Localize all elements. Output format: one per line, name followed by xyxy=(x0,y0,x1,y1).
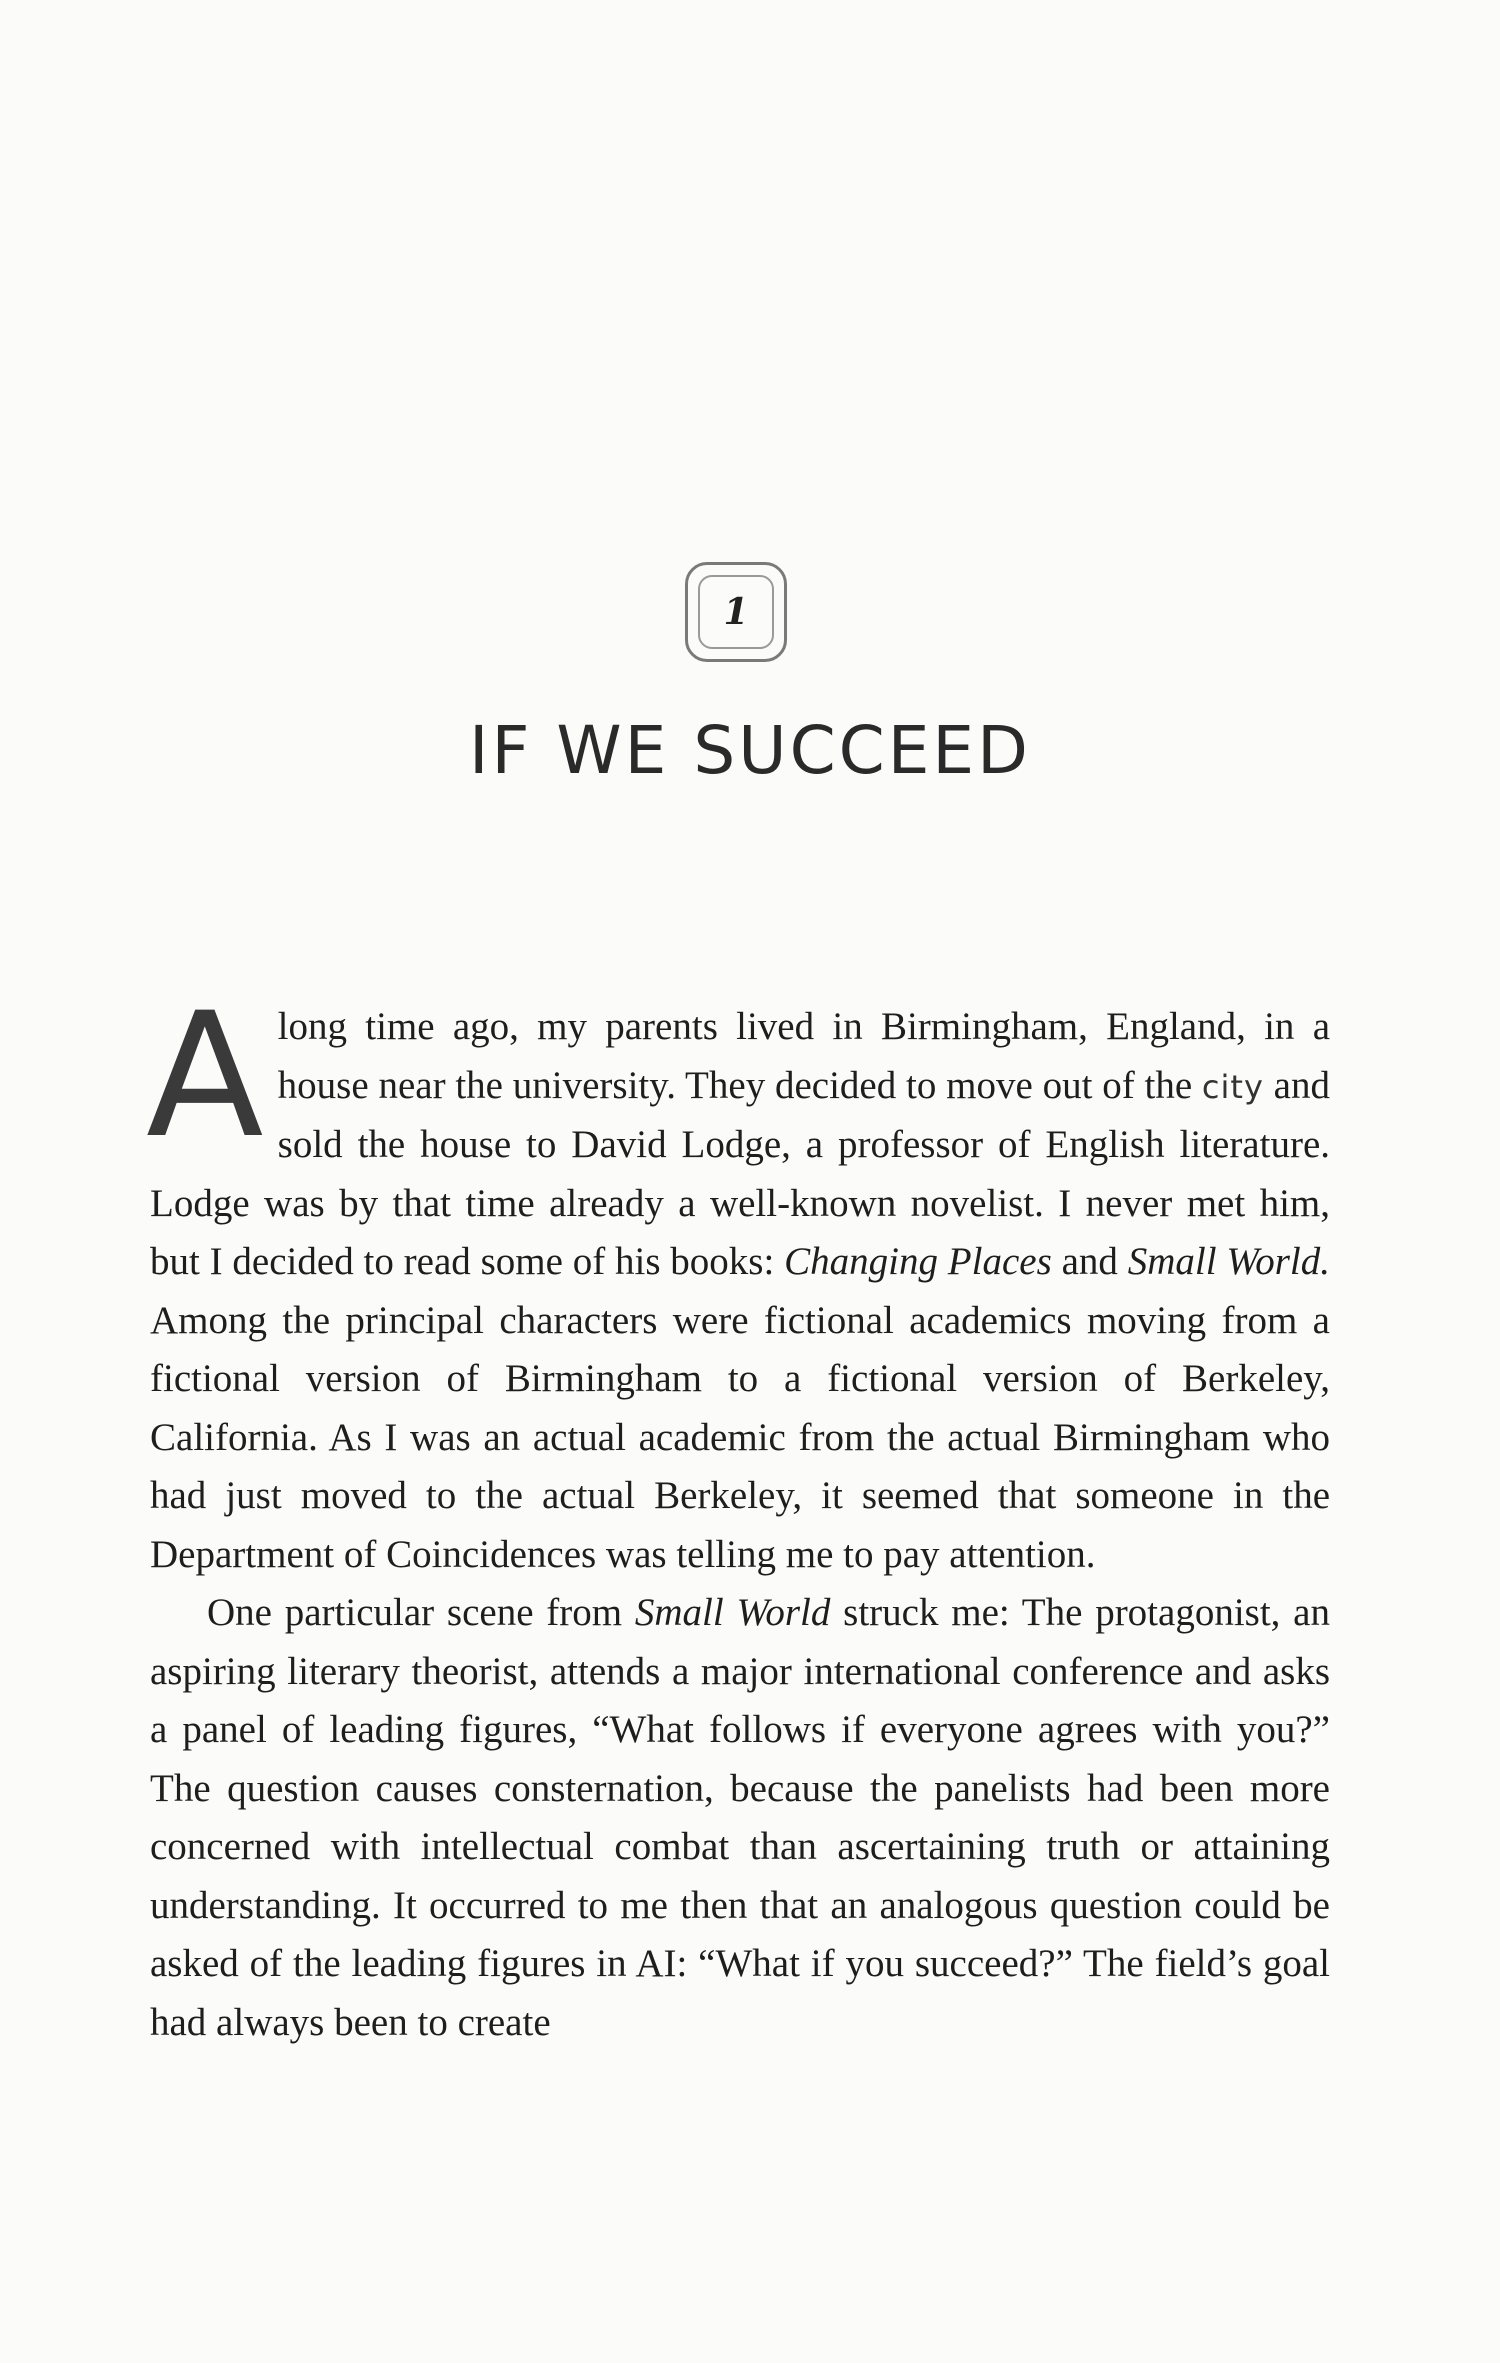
chapter-number-badge xyxy=(685,562,787,662)
paragraph-1-text: and xyxy=(1051,1240,1128,1283)
book-title: Small World xyxy=(634,1591,831,1634)
body-text xyxy=(146,975,1331,2052)
chapter-title: IF WE SUCCEED xyxy=(469,712,1031,789)
paragraph-1-text: long time ago, my parents lived in Birmingham, England, in a house near the university. They decided to move out of the xyxy=(277,1005,1330,1107)
paragraph-2 xyxy=(150,1584,1330,2052)
paragraph-1 xyxy=(146,975,1331,1584)
drop-cap: A xyxy=(146,975,264,1176)
paragraph-1-text: and sold the house to David Lodge, a professor of English literature. Lodge was by that time already a well-known novelist. I never met him, but I decided to read some of his books: xyxy=(150,1063,1330,1283)
paragraph-2-text: One particular scene from xyxy=(207,1591,635,1634)
book-title: Changing Places xyxy=(784,1240,1052,1283)
paragraph-2-text: struck me: The protagonist, an aspiring literary theorist, attends a major international conference and asks a panel of leading figures, “What follows if everyone agrees with you?” The question causes consternation, because the panelists had been more concerned with intellectual combat than ascertaining truth or attaining understanding. It occurred to me then that an analogous question could be asked of the leading figures in AI: “What if you succeed?” The field’s goal had always been to create xyxy=(150,1591,1330,2044)
book-title: Small World. xyxy=(1127,1240,1331,1283)
small-caps-word: city xyxy=(1201,1067,1264,1106)
paragraph-1-text: Among the principal characters were fictional academics moving from a fictional version of Birmingham to a fictional version of Berkeley, California. As I was an actual academic from the actual Birmingham who had just moved to the actual Berkeley, it seemed that someone in the Department of Coincidences was telling me to pay attention. xyxy=(150,1298,1330,1576)
chapter-number: 1 xyxy=(723,591,749,633)
